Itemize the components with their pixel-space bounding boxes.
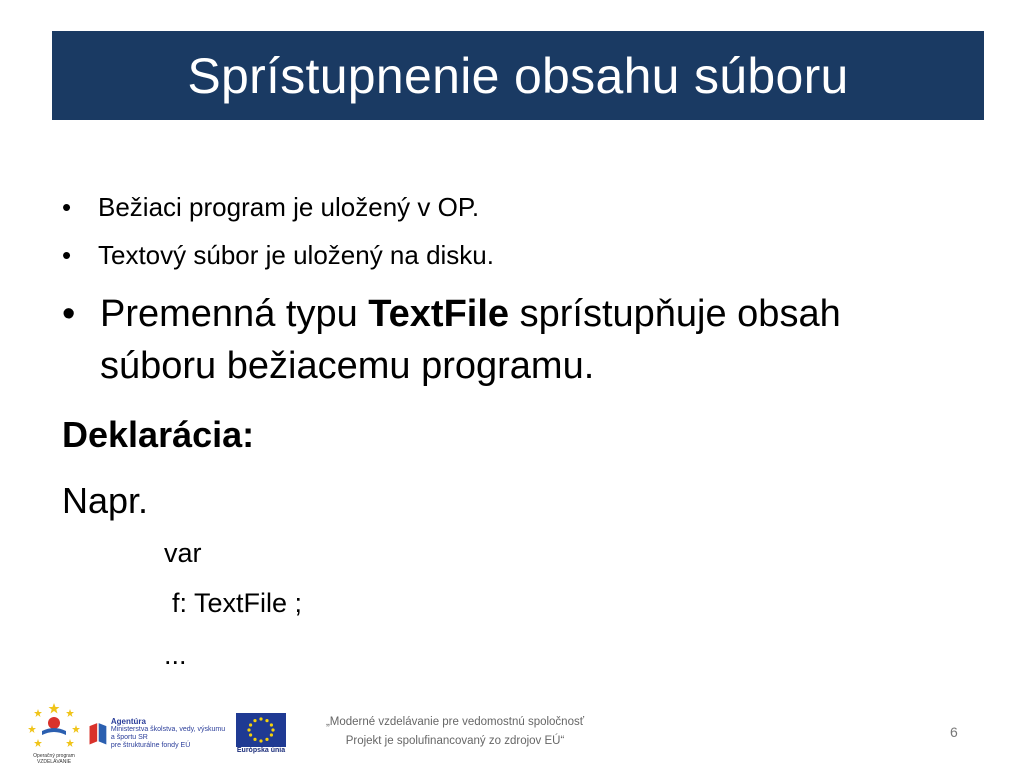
bullet-text-bold: TextFile: [368, 293, 510, 335]
footer-logos: [28, 706, 286, 765]
footer-text: [310, 713, 600, 751]
code-line: f: TextFile ;: [172, 588, 303, 618]
bullet-text: Bežiaci program je uložený v OP.: [98, 192, 480, 222]
footer-line: Projekt je spolufinancovaný zo zdrojov EÚ“: [345, 735, 565, 747]
agency-logo: [88, 716, 228, 750]
bullet-text-part: sprístupňuje obsah súboru bežiacemu programu.: [100, 293, 841, 387]
bullet-text: [100, 288, 940, 392]
agency-text: [111, 717, 228, 750]
agency-book-icon: [88, 716, 108, 750]
bullet-dot: •: [62, 192, 72, 222]
agency-title: Agentúra: [110, 716, 146, 726]
eu-flag-icon: [236, 713, 286, 747]
agency-line: pre štrukturálne fondy EÚ: [110, 741, 191, 749]
footer-line: „Moderné vzdelávanie pre vedomostnú spoločnosť: [325, 716, 585, 728]
op-vzdelavanie-logo: [28, 701, 80, 765]
bullet-text-part: Premenná typu: [100, 293, 369, 335]
declaration-heading: Deklarácia:: [62, 414, 255, 455]
example-label: Napr.: [62, 480, 149, 521]
eu-label: Európska únia: [236, 746, 286, 754]
op-logo-text: Operačný program VZDELÁVANIE: [33, 753, 75, 765]
slide-title: Sprístupnenie obsahu súboru: [187, 47, 849, 104]
bullet-dot: •: [62, 240, 72, 270]
bullet-item: [62, 288, 942, 392]
bullet-dot: •: [62, 293, 76, 335]
code-line: var: [164, 538, 202, 568]
bullet-item: [62, 238, 494, 272]
bullet-item: [62, 190, 479, 224]
agency-line: Ministerstva školstva, vedy, výskumu a športu SR: [110, 725, 226, 741]
op-logo-icon: [28, 701, 80, 753]
eu-logo: [236, 713, 286, 754]
code-line: ...: [164, 640, 187, 670]
page-number: 6: [950, 724, 958, 740]
bullet-text: Textový súbor je uložený na disku.: [98, 240, 494, 270]
